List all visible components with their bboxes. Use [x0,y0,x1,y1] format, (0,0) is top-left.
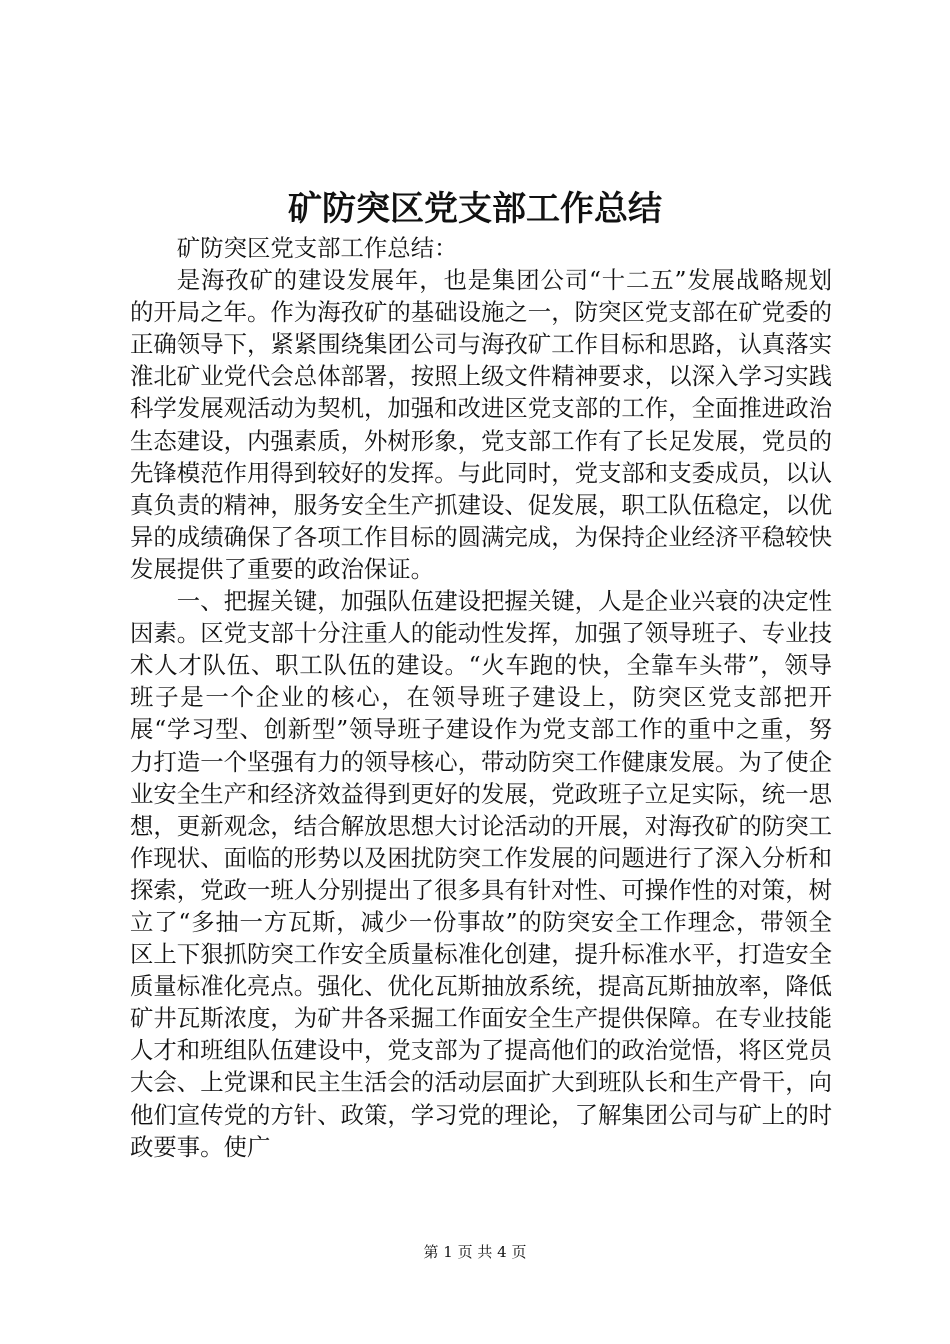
paragraph-overview: 是海孜矿的建设发展年，也是集团公司“十二五”发展战略规划的开局之年。作为海孜矿的基础设施之一，防突区党支部在矿党委的正确领导下，紧紧围绕集团公司与海孜矿工作目标和思路，认真落实淮北矿业党代会总体部署，按照上级文件精神要求，以深入学习实践科学发展观活动为契机，加强和改进区党支部的工作，全面推进政治生态建设，内强素质，外树形象，党支部工作有了长足发展，党员的先锋模范作用得到较好的发挥。与此同时，党支部和支委成员，以认真负责的精神，服务安全生产抓建设、促发展，职工队伍稳定，以优异的成绩确保了各项工作目标的圆满完成，为保持企业经济平稳较快发展提供了重要的政治保证。 [130,266,832,583]
page-footer [0,1242,950,1262]
paragraph-section-one: 一、把握关键，加强队伍建设把握关键，人是企业兴衰的决定性因素。区党支部十分注重人的能动性发挥，加强了领导班子、专业技术人才队伍、职工队伍的建设。“火车跑的快，全靠车头带”，领导班子是一个企业的核心，在领导班子建设上，防突区党支部把开展“学习型、创新型”领导班子建设作为党支部工作的重中之重，努力打造一个坚强有力的领导核心，带动防突工作健康发展。为了使企业安全生产和经济效益得到更好的发展，党政班子立足实际，统一思想，更新观念，结合解放思想大讨论活动的开展，对海孜矿的防突工作现状、面临的形势以及困扰防突工作发展的问题进行了深入分析和探索，党政一班人分别提出了很多具有针对性、可操作性的对策，树立了“多抽一方瓦斯，减少一份事故”的防突安全工作理念，带领全区上下狠抓防突工作安全质量标准化创建，提升标准水平，打造安全质量标准化亮点。强化、优化瓦斯抽放系统，提高瓦斯抽放率，降低矿井瓦斯浓度，为矿井各采掘工作面安全生产提供保障。在专业技能人才和班组队伍建设中，党支部为了提高他们的政治觉悟，将区党员大会、上党课和民主生活会的活动层面扩大到班队长和生产骨干，向他们宣传党的方针、政策，学习党的理论，了解集团公司与矿上的时政要事。使广 [130,587,832,1161]
paragraph-intro: 矿防突区党支部工作总结： [176,234,458,262]
document-title: 矿防突区党支部工作总结 [288,189,662,229]
document-body [130,232,832,1163]
page-number: 第 1 页 共 4 页 [423,1243,527,1261]
